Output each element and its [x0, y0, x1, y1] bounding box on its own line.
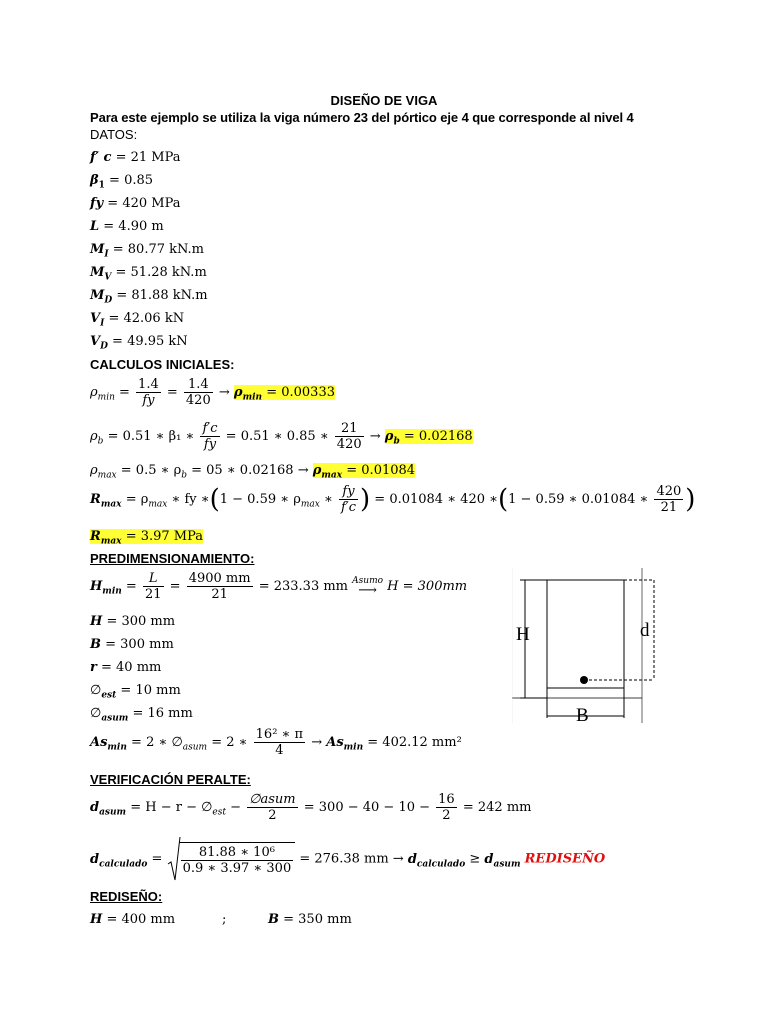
beam-section-diagram — [512, 568, 657, 726]
eq-h-min: $H_{min}$ = $\frac{L}{21}$ = $\frac{4900 mm}{21}$ = 233.33 mm Asumo ⟶ H = 300mm — [90, 571, 468, 602]
datos-beta1: $\beta_1 = 0.85$ — [90, 173, 154, 191]
asumo-arrow: Asumo ⟶ — [352, 576, 384, 598]
eq-as-min: $As_{min} = 2$ ∗ $\emptyset_{asum} = 2$ ∗ $\frac{\text{16² ∗ π}}{4}$ → $As_{min} = 402.12$ mm² — [90, 727, 462, 758]
page-title: DISEÑO DE VIGA — [330, 93, 438, 108]
rediseno-flag: REDISEÑO — [524, 851, 606, 867]
datos-fc: f′ c = 21 MPa — [90, 150, 181, 165]
datos-L: L = 4.90 m — [90, 219, 164, 234]
eq-est: $\emptyset_{est} = 10$ mm — [90, 683, 181, 701]
section-verif: VERIFICACIÓN PERALTE: — [90, 772, 251, 787]
eq-asum: $\emptyset_{asum} = 16$ mm — [90, 706, 193, 724]
label-B: B — [576, 705, 589, 726]
datos-label: DATOS: — [90, 127, 138, 142]
eq-r-max-result — [90, 529, 203, 547]
intro-text: Para este ejemplo se utiliza la viga número 23 del pórtico eje 4 que corresponde al nivel 4 — [90, 110, 634, 125]
section-rediseno: REDISEÑO: — [90, 889, 163, 904]
datos-VD: $V_D = 49.95$ kN — [90, 334, 188, 352]
eq-H: H = 300 mm — [90, 614, 176, 629]
rediseno-separator: ; — [222, 912, 227, 927]
rho-max-highlight: $\rho_{max} = 0.01084$ — [312, 463, 416, 481]
eq-rho-min: $\rho_{min}$ = $\frac{1.4}{fy}$ = $\frac{1.4}{420}$ → $\rho_{min} = 0.00333$ — [90, 377, 335, 408]
eq-r: r = 40 mm — [90, 660, 162, 675]
datos-fy: fy = 420 MPa — [90, 196, 181, 211]
rebar-dot — [580, 676, 588, 684]
sqrt-expression: $\frac{\text{81.88 ∗ 10⁶}}{0.9 ∗ 3.97 ∗ 300}$ — [167, 836, 296, 882]
beam-rectangle — [547, 580, 624, 688]
r-max-highlight: $R_{max} = 3.97$ MPa — [90, 529, 204, 547]
datos-MI: $M_I = 80.77$ kN.m — [90, 242, 205, 260]
section-calculos: CALCULOS INICIALES: — [90, 357, 235, 372]
eq-d-calculado: $d_{calculado}$ = $\frac{\text{81.88 ∗ 10⁶}}{0.9 ∗ 3.97 ∗ 300}$ = 276.38 mm → $d_{calculado} \ge d_{asum}$ REDISEÑO — [90, 836, 605, 882]
datos-MV: $M_V = 51.28$ kN.m — [90, 265, 207, 283]
section-predim: PREDIMENSIONAMIENTO: — [90, 551, 255, 566]
eq-rho-max: $\rho_{max} = 0.5$ ∗ $\rho_b = 05$ ∗ $0.02168 \to \rho_{max} = 0.01084$ — [90, 463, 416, 481]
label-d: d — [640, 620, 650, 641]
eq-B: B = 300 mm — [90, 637, 174, 652]
label-H: H — [516, 624, 530, 645]
eq-rediseno-B: B = 350 mm — [268, 912, 352, 927]
datos-VI: $V_I = 42.06$ kN — [90, 311, 185, 329]
eq-r-max: $R_{max} = \rho_{max}$ ∗ fy ∗(1 − 0.59 ∗ $\rho_{max}$ ∗ $\frac{fy}{f'c}$ ) = 0.01084 ∗ 420 ∗(1 − 0.59 ∗ 0.01084 ∗ $\frac{420}{21}$ ) — [90, 484, 696, 515]
rho-b-highlight: $\rho_b = 0.02168$ — [384, 429, 473, 447]
eq-d-asum: $d_{asum} = H - r$ − $\emptyset_{est}$ − $\frac{\text{∅asum}}{2}$ = 300 − 40 − 10 − $\frac{16}{2}$ = 242 mm — [90, 792, 532, 823]
eq-rediseno-H: H = 400 mm — [90, 912, 176, 927]
eq-rho-b: $\rho_b = 0.51$ ∗ β₁ ∗ $\frac{f'c}{fy}$ = 0.51 ∗ 0.85 ∗ $\frac{21}{420}$ → $\rho_b = 0.02168$ — [90, 421, 473, 452]
beam-section-svg — [512, 568, 657, 723]
datos-MD: $M_D = 81.88$ kN.m — [90, 288, 208, 306]
rho-min-highlight: $\rho_{min} = 0.00333$ — [233, 385, 335, 403]
